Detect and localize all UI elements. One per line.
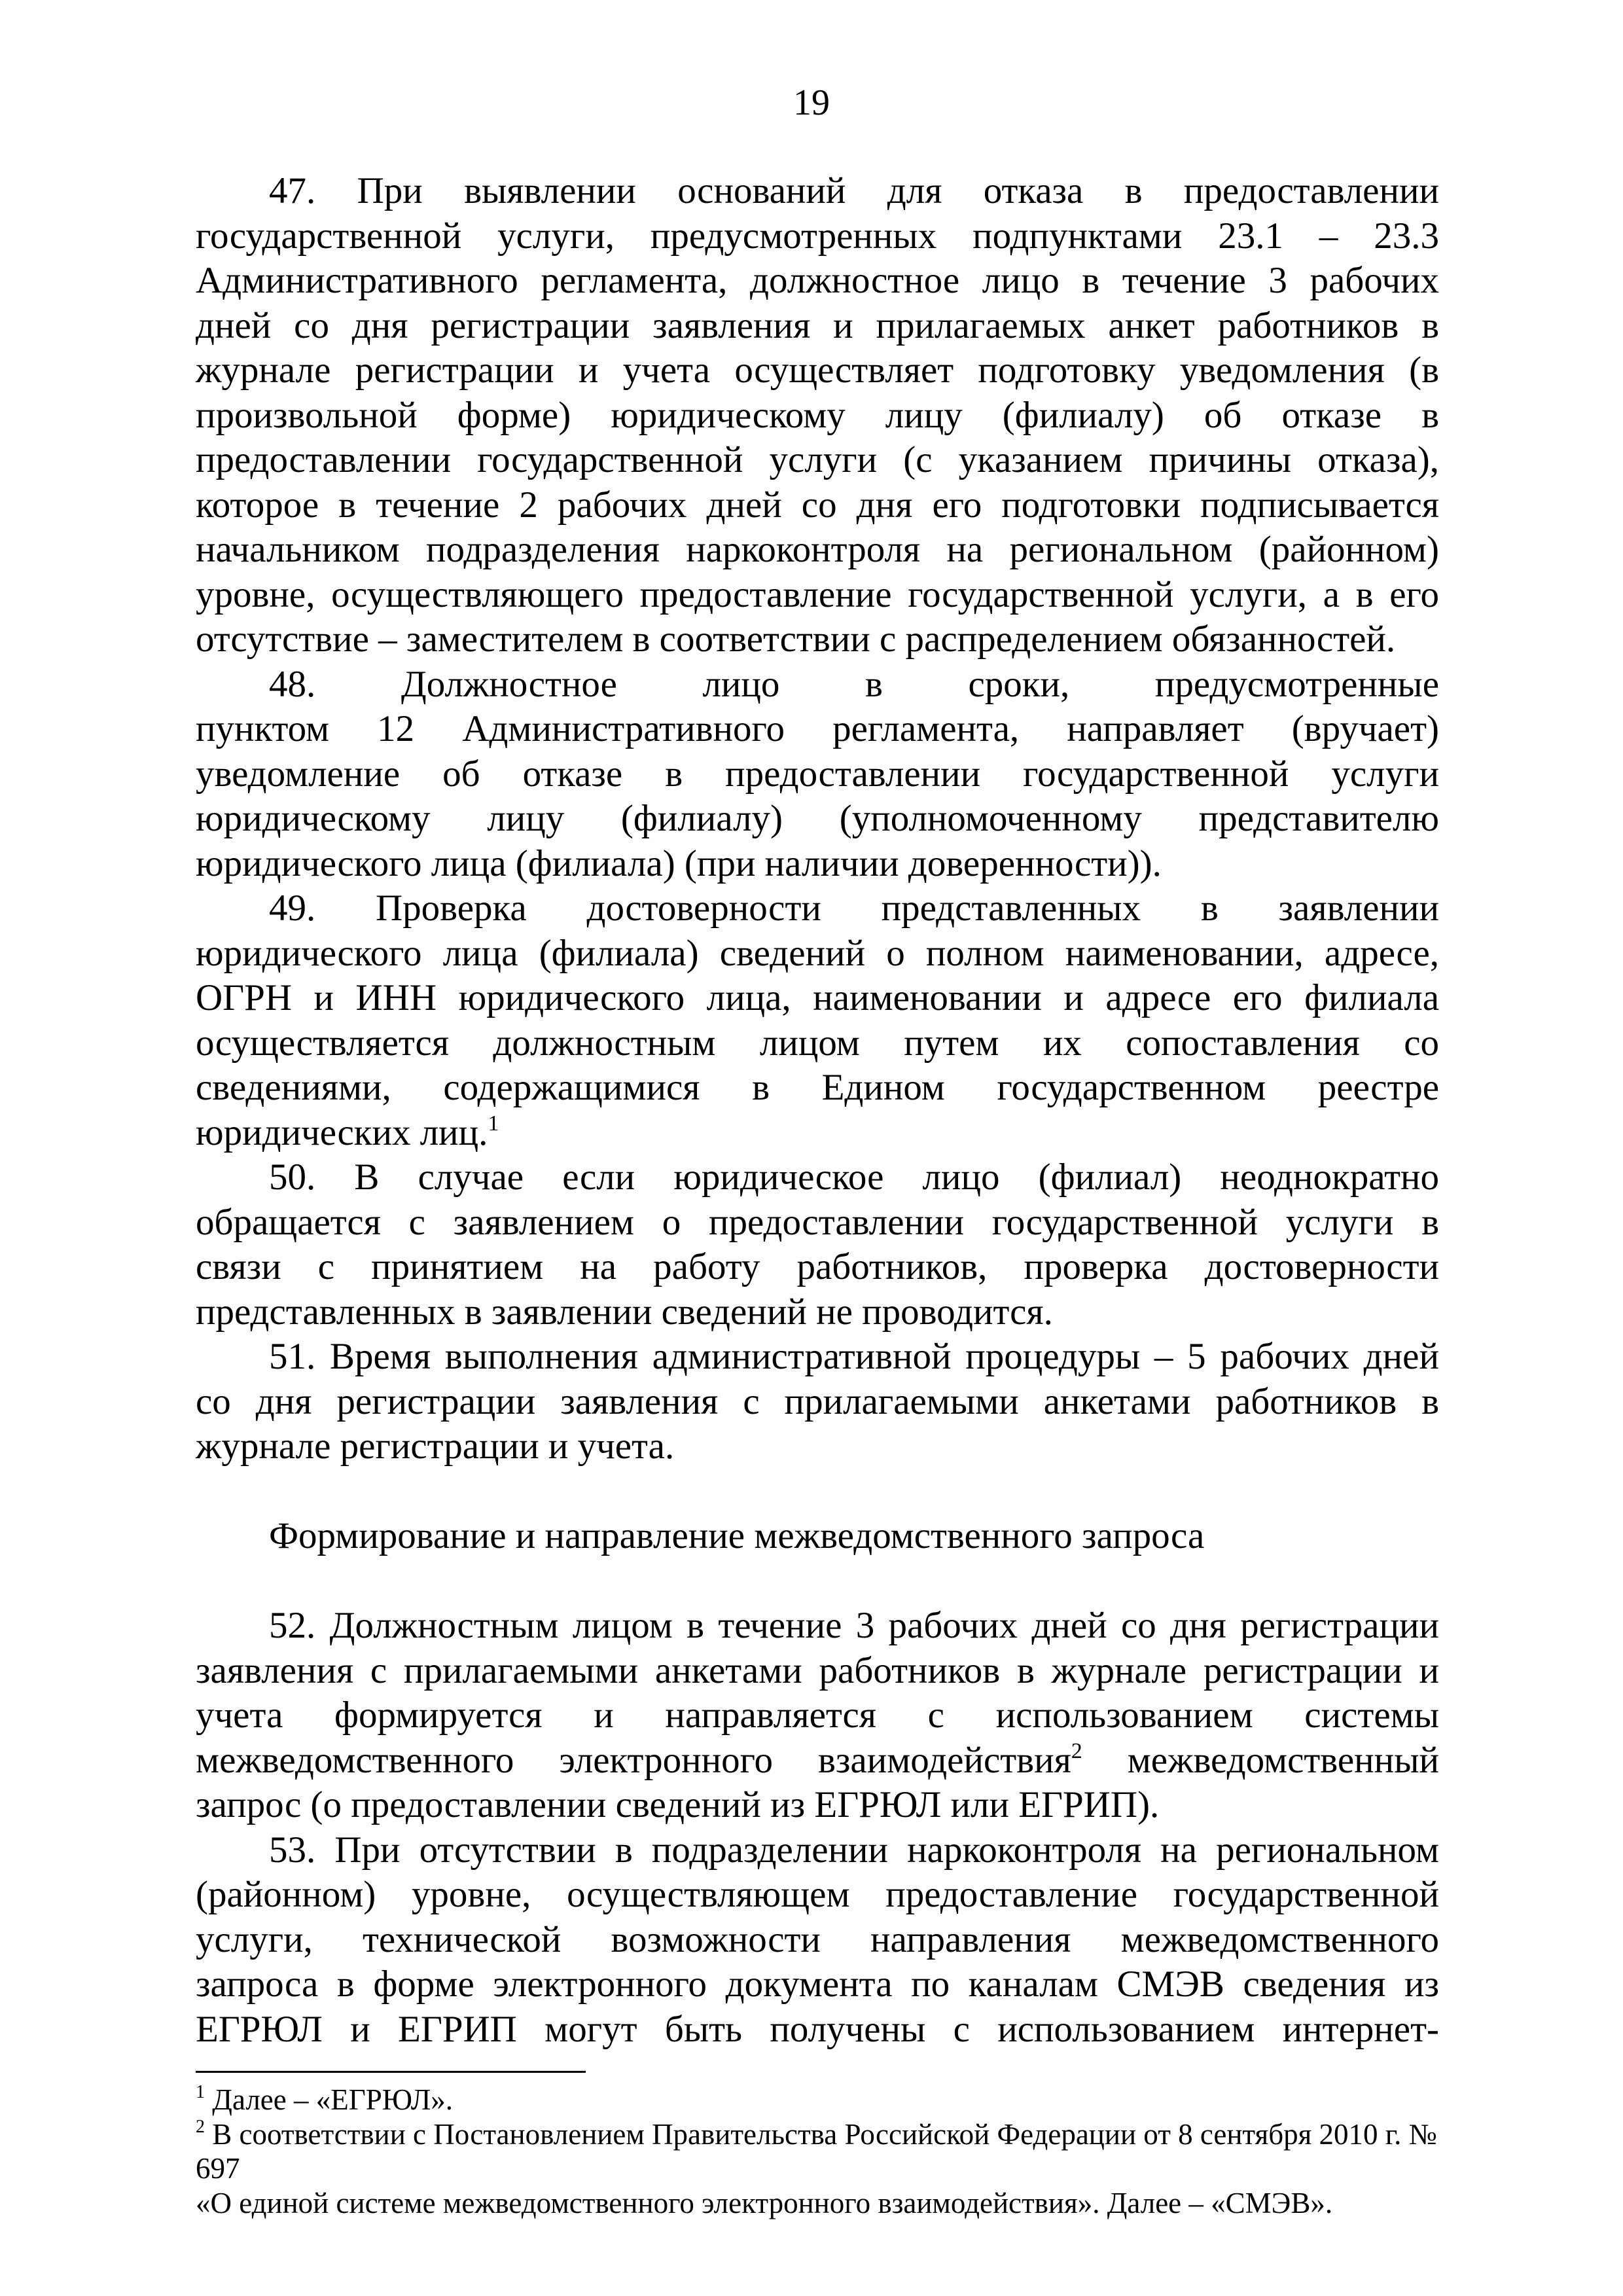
footnote-line — [196, 2117, 1439, 2186]
text-line: обращается с заявлением о предоставлении государственной услуги в — [196, 1201, 1439, 1243]
paragraph — [196, 886, 1439, 1155]
text-line: (районном) уровне, осуществляющем предоставление государственной — [196, 1874, 1439, 1915]
text-line: 53. При отсутствии в подразделении наркоконтроля на региональном — [269, 1829, 1439, 1871]
text-line: запрос (о предоставлении сведений из ЕГРЮЛ или ЕГРИП). — [196, 1784, 1160, 1825]
text-segment: межведомственного электронного взаимодействия — [196, 1739, 1071, 1781]
text-line: предоставлении государственной услуги (с указанием причины отказа), — [196, 439, 1439, 480]
text-line: представленных в заявлении сведений не проводится. — [196, 1291, 1053, 1333]
paragraph — [196, 169, 1439, 662]
text-line: дней со дня регистрации заявления и прилагаемых анкет работников в — [196, 304, 1439, 346]
footnote-text: В соответствии с Постановлением Правительства Российской Федерации от 8 сентября 2010 г. № 697 — [196, 2117, 1437, 2185]
paragraph — [196, 1828, 1439, 2053]
paragraph — [196, 1335, 1439, 1469]
text-line: 47. При выявлении оснований для отказа в предоставлении — [269, 170, 1439, 211]
text-line: произвольной форме) юридическому лицу (филиалу) об отказе в — [196, 394, 1439, 436]
footnotes — [196, 2083, 1439, 2220]
text-line: ОГРН и ИНН юридического лица, наименовании и адресе его филиала — [196, 977, 1439, 1018]
footnote-mark: 2 — [196, 2116, 205, 2137]
text-line: заявления с прилагаемыми анкетами работников в журнале регистрации и — [196, 1649, 1439, 1691]
text-line: юридическому лицу (филиалу) (уполномоченному представителю — [196, 798, 1439, 839]
footnote — [196, 2117, 1439, 2221]
text-line: услуги, технической возможности направления межведомственного — [196, 1918, 1439, 1960]
blank-line — [196, 1469, 1439, 1515]
text-line: уведомление об отказе в предоставлении государственной услуги — [196, 753, 1439, 795]
text-line: начальником подразделения наркоконтроля на региональном (районном) — [196, 529, 1439, 570]
paragraph — [196, 1604, 1439, 1828]
text-line: 52. Должностным лицом в течение 3 рабочих дней со дня регистрации — [269, 1605, 1439, 1646]
paragraph — [196, 662, 1439, 887]
text-line: юридического лица (филиала) сведений о полном наименовании, адресе, — [196, 932, 1439, 974]
footnote-mark: 1 — [196, 2082, 205, 2102]
text-line: государственной услуги, предусмотренных подпунктами 23.1 – 23.3 — [196, 215, 1439, 257]
section-heading: Формирование и направление межведомственного запроса — [269, 1515, 1205, 1556]
text-line — [196, 1111, 1439, 1156]
text-line — [196, 1738, 1439, 1784]
text-line: юридического лица (филиала) (при наличии доверенности)). — [196, 842, 1162, 884]
footnote-reference: 2 — [1071, 1738, 1082, 1763]
footnote-line — [196, 2083, 1439, 2117]
text-line: которое в течение 2 рабочих дней со дня его подготовки подписывается — [196, 484, 1439, 526]
footnote-separator — [196, 2071, 586, 2073]
text-line: журнале регистрации и учета осуществляет подготовку уведомления (в — [196, 350, 1439, 391]
paragraph — [196, 1155, 1439, 1335]
footnote — [196, 2083, 1439, 2117]
text-line: сведениями, содержащимися в Едином государственном реестре — [196, 1067, 1439, 1108]
text-line: со дня регистрации заявления с прилагаемыми анкетами работников в — [196, 1380, 1439, 1422]
text-line: 48. Должностное лицо в сроки, предусмотренные — [269, 663, 1439, 705]
text-line: 50. В случае если юридическое лицо (филиал) неоднократно — [269, 1157, 1439, 1198]
footnote-text: «О единой системе межведомственного электронного взаимодействия». Далее – «СМЭВ». — [196, 2186, 1333, 2219]
text-line: ЕГРЮЛ и ЕГРИП могут быть получены с использованием интернет- — [196, 2008, 1439, 2050]
text-segment: межведомственный — [1082, 1739, 1439, 1781]
text-line: уровне, осуществляющего предоставление государственной услуги, а в его — [196, 573, 1439, 615]
text-line: Административного регламента, должностное лицо в течение 3 рабочих — [196, 260, 1439, 301]
footnote-reference: 1 — [488, 1111, 499, 1136]
text-line: отсутствие – заместителем в соответствии с распределением обязанностей. — [196, 619, 1396, 660]
text-line: 49. Проверка достоверности представленных в заявлении — [269, 888, 1439, 929]
text-line: учета формируется и направляется с использованием системы — [196, 1695, 1439, 1736]
text-line: 51. Время выполнения административной процедуры – 5 рабочих дней — [269, 1336, 1439, 1377]
text-line: запроса в форме электронного документа по каналам СМЭВ сведения из — [196, 1964, 1439, 2005]
footnote-line — [196, 2186, 1439, 2221]
footnote-text: Далее – «ЕГРЮЛ». — [212, 2083, 454, 2116]
text-line: осуществляется должностным лицом путем их сопоставления со — [196, 1022, 1439, 1064]
text-line: пунктом 12 Административного регламента, направляет (вручает) — [196, 708, 1439, 749]
text-line: связи с принятием на работу работников, проверка достоверности — [196, 1246, 1439, 1287]
text-segment: юридических лиц. — [196, 1111, 488, 1153]
document-body — [196, 169, 1439, 2052]
page-number: 19 — [793, 82, 830, 123]
blank-line — [196, 1559, 1439, 1604]
text-line: журнале регистрации и учета. — [196, 1426, 675, 1467]
